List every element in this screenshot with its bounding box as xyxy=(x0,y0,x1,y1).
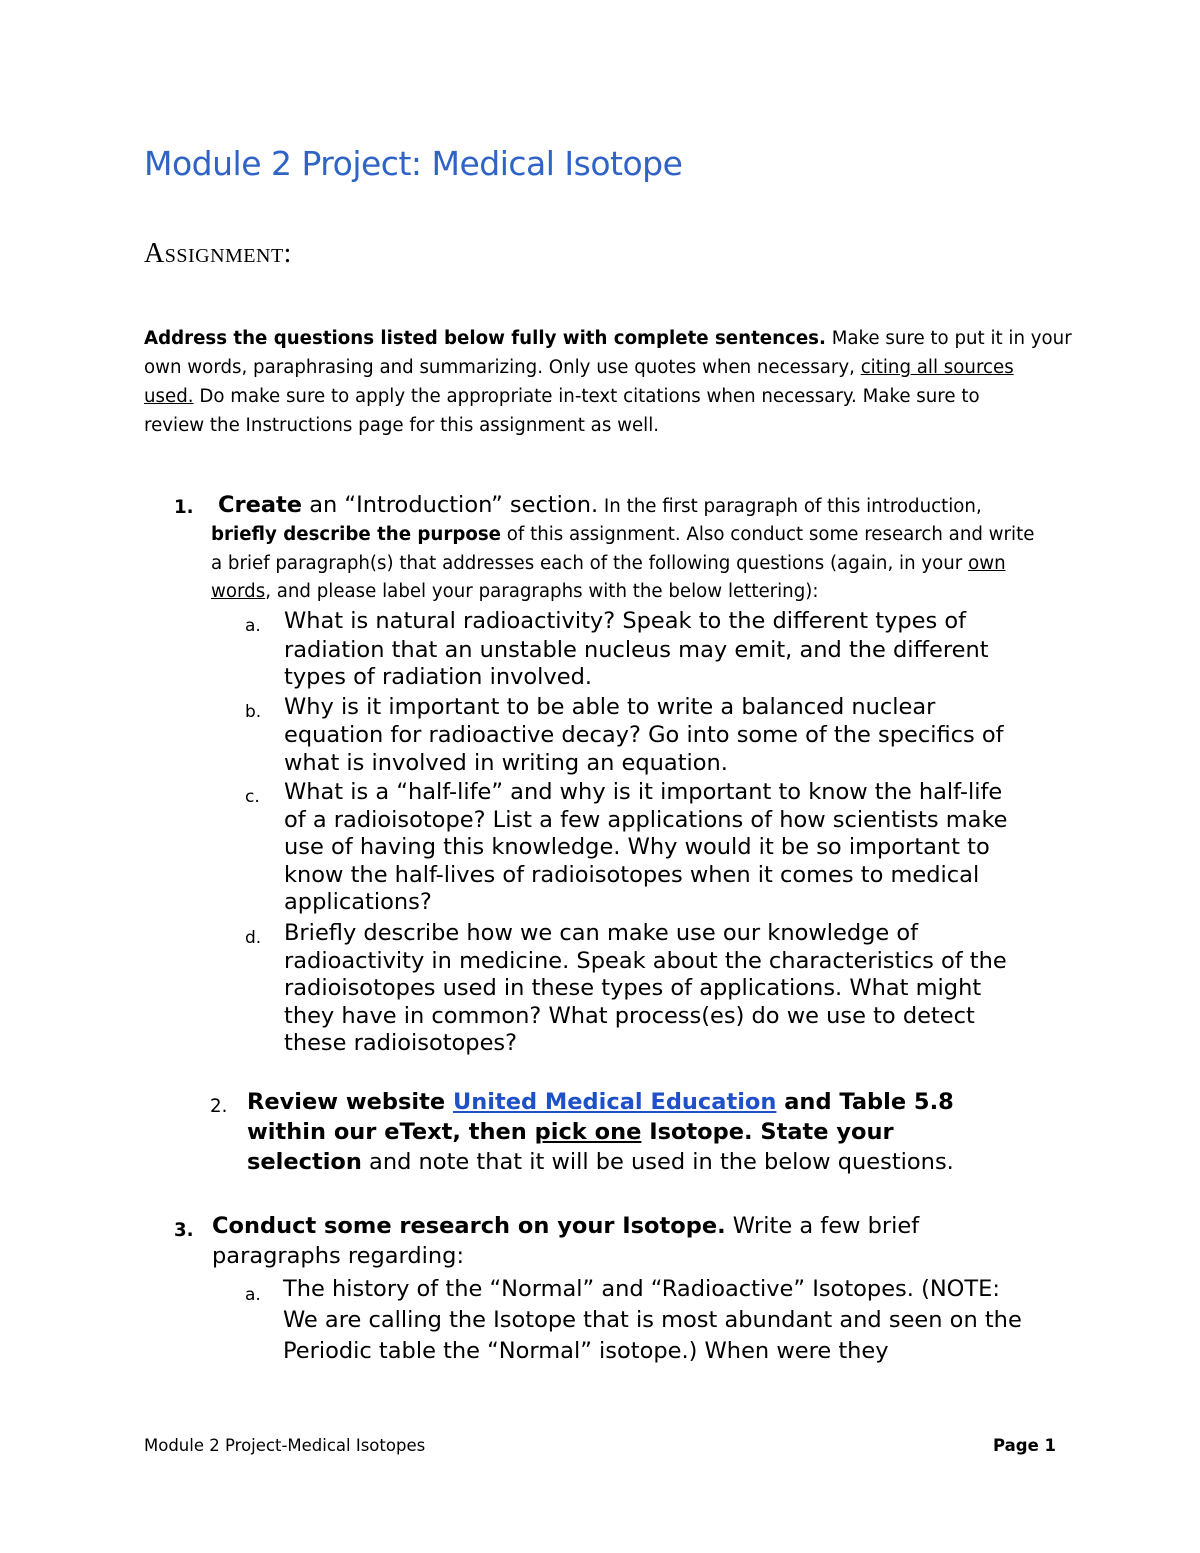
intro-bold-text: Address the questions listed below fully with complete sentences. xyxy=(144,328,826,349)
footer-document-name: Module 2 Project-Medical Isotopes xyxy=(144,1436,426,1455)
intro-section-text: an “Introduction” section. xyxy=(302,492,599,518)
item2-rest: and note that it will be used in the below questions. xyxy=(361,1149,954,1175)
item1-line2-rest: of this assignment. Also conduct some research and write xyxy=(501,524,1035,545)
intro-line4: review the Instructions page for this assignment as well. xyxy=(144,415,660,436)
sub-letter: d. xyxy=(245,928,262,948)
within-text: within our eText, then xyxy=(247,1119,535,1145)
sub-line: What is a “half-life” and why is it important to know the half-life xyxy=(284,779,1003,805)
words-underlined: words xyxy=(211,581,266,602)
sub-line: Briefly describe how we can make use our knowledge of xyxy=(284,920,919,946)
intro-underlined-used: used. xyxy=(144,386,194,407)
item1-line3: a brief paragraph(s) that addresses each of the following questions (again, in your xyxy=(211,553,969,574)
footer-page-number: Page 1 xyxy=(992,1436,1056,1455)
sub-line: types of radiation involved. xyxy=(284,664,593,690)
sub-line: what is involved in writing an equation. xyxy=(284,750,728,776)
intro-line3-rest: Do make sure to apply the appropriate in-text citations when necessary. Make sure to xyxy=(193,386,980,407)
conduct-research-bold: Conduct some research on your Isotope. xyxy=(212,1213,726,1239)
intro-paragraph xyxy=(144,324,1072,440)
isotope-text: Isotope. State your xyxy=(641,1119,894,1145)
item-number: 2. xyxy=(210,1096,228,1117)
and-table-text: and Table 5.8 xyxy=(776,1089,954,1115)
item1-line1-rest: In the first paragraph of this introduction, xyxy=(598,496,982,517)
sub-line: applications? xyxy=(284,889,432,915)
item-number: 3. xyxy=(174,1220,194,1241)
sub-line: these radioisotopes? xyxy=(284,1030,518,1056)
sub-line: We are calling the Isotope that is most abundant and seen on the xyxy=(283,1307,1022,1333)
review-text: Review website xyxy=(247,1089,453,1115)
page-title: Module 2 Project: Medical Isotope xyxy=(144,144,683,183)
intro-line2: own words, paraphrasing and summarizing. Only use quotes when necessary, xyxy=(144,357,861,378)
pick-one-underlined: pick one xyxy=(534,1119,642,1145)
sub-line: know the half-lives of radioisotopes when it comes to medical xyxy=(284,862,980,888)
sub-line: What is natural radioactivity? Speak to the different types of xyxy=(284,608,967,634)
intro-line1-rest: Make sure to put it in your xyxy=(825,328,1072,349)
sub-line: Periodic table the “Normal” isotope.) When were they xyxy=(283,1338,889,1364)
sub-line: they have in common? What process(es) do we use to detect xyxy=(284,1003,975,1029)
sub-letter: b. xyxy=(245,702,262,722)
united-medical-education-link[interactable]: United Medical Education xyxy=(452,1089,777,1115)
item3-line2: paragraphs regarding: xyxy=(212,1243,465,1269)
own-underlined: own xyxy=(968,553,1006,574)
item3-rest: Write a few brief xyxy=(725,1213,920,1239)
sub-line: radioactivity in medicine. Speak about the characteristics of the xyxy=(284,948,1007,974)
sub-line: of a radioisotope? List a few applications of how scientists make xyxy=(284,807,1008,833)
sub-line: use of having this knowledge. Why would it be so important to xyxy=(284,834,990,860)
purpose-bold: briefly describe the purpose xyxy=(211,524,501,545)
selection-text: selection xyxy=(247,1149,362,1175)
item-number: 1. xyxy=(174,497,194,518)
item1-line4-rest: , and please label your paragraphs with the below lettering): xyxy=(265,581,819,602)
sub-letter: a. xyxy=(245,1285,261,1305)
sub-letter: c. xyxy=(245,787,260,807)
assignment-heading: Assignment: xyxy=(144,238,292,269)
sub-line: radiation that an unstable nucleus may emit, and the different xyxy=(284,637,989,663)
sub-line: radioisotopes used in these types of applications. What might xyxy=(284,975,982,1001)
sub-letter: a. xyxy=(245,616,261,636)
intro-underlined-citing: citing all sources xyxy=(860,357,1014,378)
sub-line: Why is it important to be able to write a balanced nuclear xyxy=(284,694,936,720)
sub-line: equation for radioactive decay? Go into some of the specifics of xyxy=(284,722,1004,748)
sub-line: The history of the “Normal” and “Radioactive” Isotopes. (NOTE: xyxy=(283,1276,1000,1302)
create-text: Create xyxy=(218,492,303,518)
